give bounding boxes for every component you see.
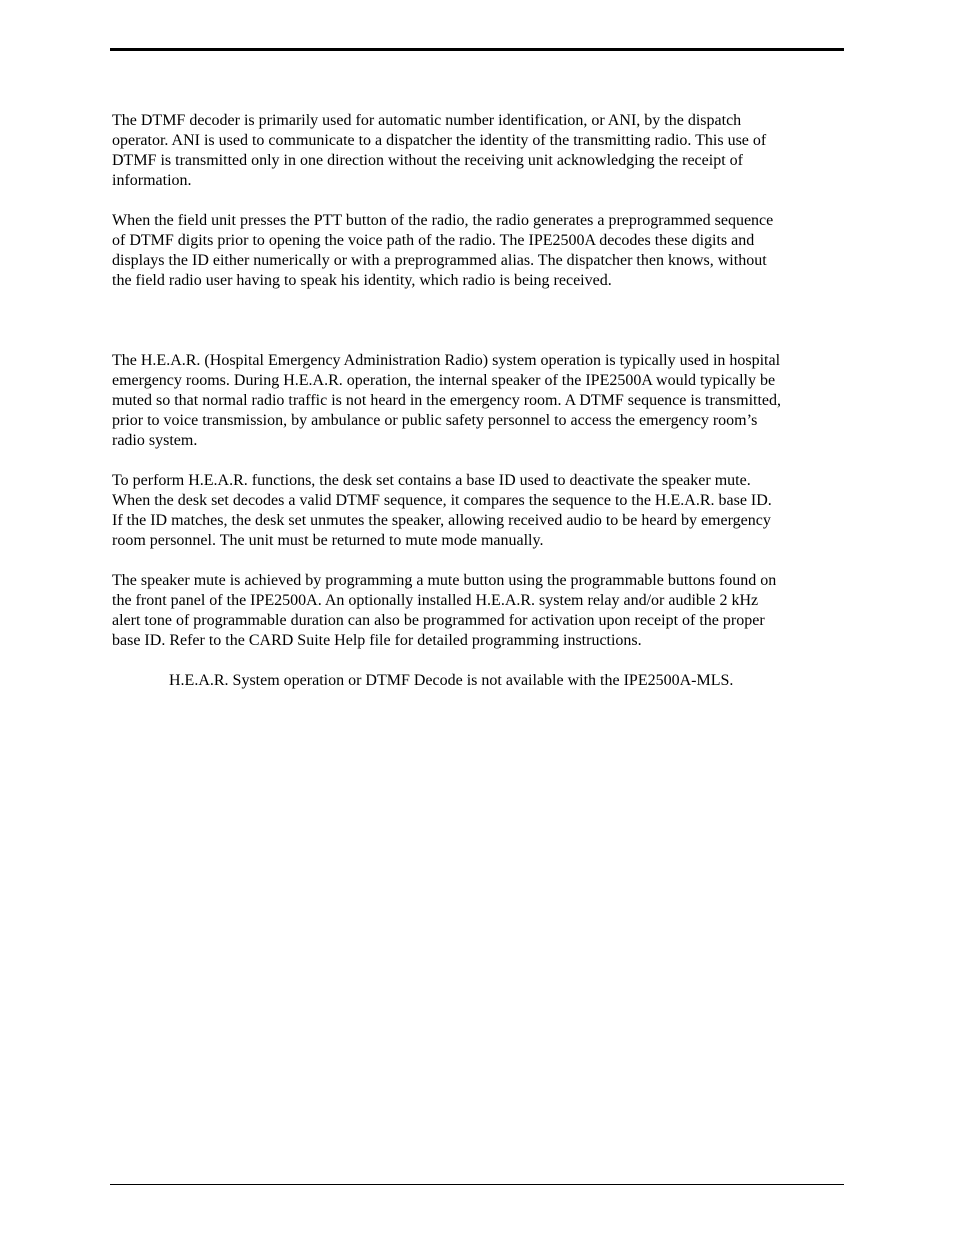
paragraph-ptt-sequence: When the field unit presses the PTT button of the radio, the radio generates a preprogrammed sequence of DTMF digits prior to opening the voice path of the radio. The IPE2500A decodes these digits and displays the ID either numerically or with a preprogrammed alias. The dispatcher then knows, without the field radio user having to speak his identity, which radio is being received. xyxy=(112,212,774,289)
footer-rule xyxy=(110,1184,844,1185)
page-body xyxy=(112,111,844,691)
paragraph-hear-intro: The H.E.A.R. (Hospital Emergency Administration Radio) system operation is typically used in hospital emergency rooms. During H.E.A.R. operation, the internal speaker of the IPE2500A would typically be muted so that normal radio traffic is not heard in the emergency room. A DTMF sequence is transmitted, prior to voice transmission, by ambulance or public safety personnel to access the emergency room’s radio system. xyxy=(112,352,782,449)
availability-note: H.E.A.R. System operation or DTMF Decode is not available with the IPE2500A-MLS. xyxy=(169,672,734,689)
header-rule xyxy=(110,48,844,51)
paragraph-speaker-mute: The speaker mute is achieved by programming a mute button using the programmable buttons found on the front panel of the IPE2500A. An optionally installed H.E.A.R. system relay and/or audible 2 kHz alert tone of programmable duration can also be programmed for activation upon receipt of the proper base ID. Refer to the CARD Suite Help file for detailed programming instructions. xyxy=(112,572,777,649)
section-hear-system xyxy=(112,351,844,691)
paragraph-hear-functions: To perform H.E.A.R. functions, the desk set contains a base ID used to deactivate the speaker mute. When the desk set decodes a valid DTMF sequence, it compares the sequence to the H.E.A.R. base ID. If the ID matches, the desk set unmutes the speaker, allowing received audio to be heard by emergency room personnel. The unit must be returned to mute mode manually. xyxy=(112,472,772,549)
section-dtmf-decode xyxy=(112,111,844,291)
paragraph-ani-intro: The DTMF decoder is primarily used for automatic number identification, or ANI, by the dispatch operator. ANI is used to communicate to a dispatcher the identity of the transmitting radio. This use of DTMF is transmitted only in one direction without the receiving unit acknowledging the receipt of information. xyxy=(112,112,767,189)
